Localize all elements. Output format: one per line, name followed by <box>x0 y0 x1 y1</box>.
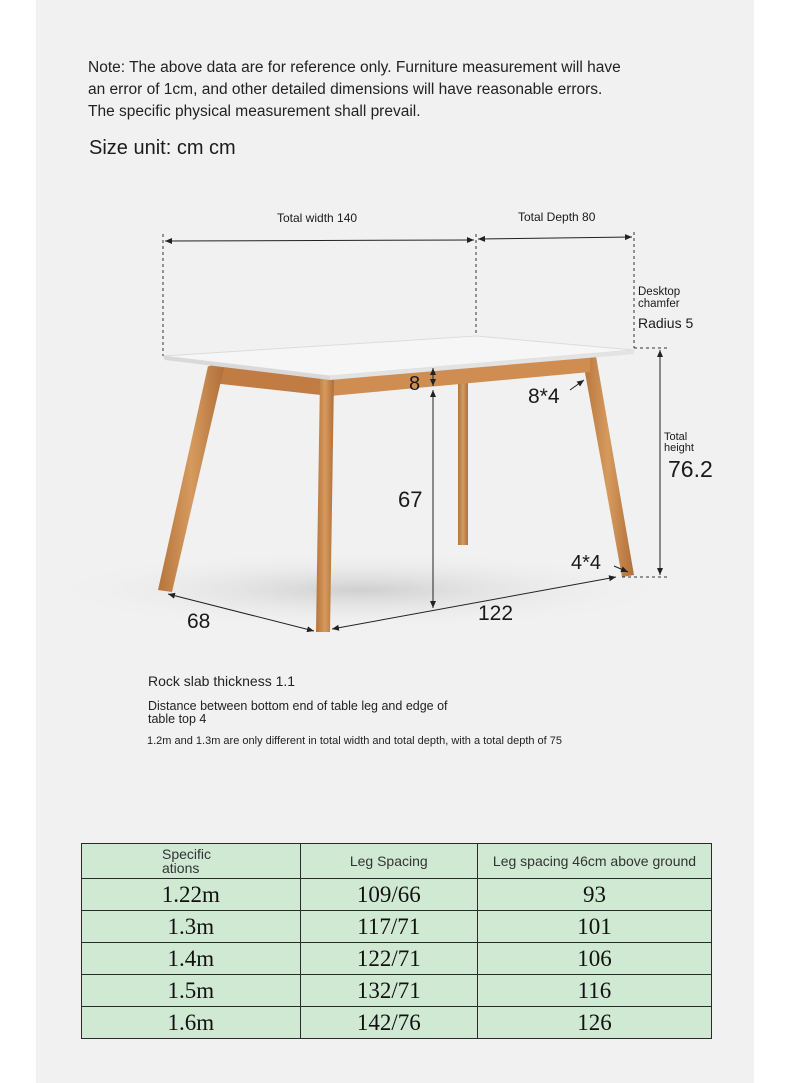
cell-spec: 1.22m <box>82 879 301 911</box>
cell-leg-spacing: 122/71 <box>300 943 477 975</box>
chamfer-label-2: chamfer <box>638 298 680 310</box>
reference-note: Note: The above data are for reference only. Furniture measurement will have an error of 1cm, and other detailed dimensions will have reasonable errors. The specific physical measurement shall prevail. <box>88 59 621 120</box>
header-specifications-text: Specific ations <box>162 846 212 876</box>
table-row <box>82 911 712 943</box>
size-unit: Size unit: cm cm <box>89 137 236 159</box>
header-specifications <box>82 844 301 879</box>
leg-distance-note: Distance between bottom end of table leg and edge of table top 4 <box>148 699 448 726</box>
cell-leg-spacing: 142/76 <box>300 1007 477 1039</box>
chamfer-label-1: Desktop <box>638 286 681 298</box>
spec-table <box>81 843 712 1039</box>
cell-leg-spacing-46: 116 <box>477 975 711 1007</box>
apron-section-arrow <box>570 380 584 390</box>
total-depth-label: Total Depth 80 <box>518 210 596 224</box>
cell-leg-spacing: 109/66 <box>300 879 477 911</box>
cell-leg-spacing-46: 93 <box>477 879 711 911</box>
cell-spec: 1.3m <box>82 911 301 943</box>
cell-leg-spacing-46: 126 <box>477 1007 711 1039</box>
cell-leg-spacing: 132/71 <box>300 975 477 1007</box>
table-row <box>82 943 712 975</box>
radius-label: Radius 5 <box>638 315 694 331</box>
apron-height-label: 8 <box>409 373 421 395</box>
cell-spec: 1.6m <box>82 1007 301 1039</box>
slab-thickness-note: Rock slab thickness 1.1 <box>148 673 296 689</box>
cell-spec: 1.4m <box>82 943 301 975</box>
width-arrow <box>165 240 474 241</box>
total-height-label-2: height <box>664 442 694 454</box>
cell-leg-spacing-46: 106 <box>477 943 711 975</box>
cell-leg-spacing-46: 101 <box>477 911 711 943</box>
depth-arrow <box>478 237 632 239</box>
header-leg-spacing-46: Leg spacing 46cm above ground <box>477 844 711 879</box>
foot-section-label: 4*4 <box>571 552 602 574</box>
back-leg <box>458 380 468 545</box>
table-row <box>82 879 712 911</box>
total-width-label: Total width 140 <box>277 211 358 225</box>
bottom-width-label: 122 <box>478 602 514 625</box>
apron-section-label: 8*4 <box>528 385 560 408</box>
table-row <box>82 975 712 1007</box>
table-row <box>82 1007 712 1039</box>
total-height-value: 76.2 <box>668 456 713 482</box>
cell-spec: 1.5m <box>82 975 301 1007</box>
bottom-depth-label: 68 <box>187 610 211 633</box>
table-header-row <box>82 844 712 879</box>
variant-note: 1.2m and 1.3m are only different in total width and total depth, with a total depth of 75 <box>147 735 563 747</box>
cell-leg-spacing: 117/71 <box>300 911 477 943</box>
header-leg-spacing: Leg Spacing <box>300 844 477 879</box>
leg-height-label: 67 <box>398 487 423 512</box>
total-height-label-1: Total <box>664 431 688 443</box>
right-leg <box>582 356 634 577</box>
